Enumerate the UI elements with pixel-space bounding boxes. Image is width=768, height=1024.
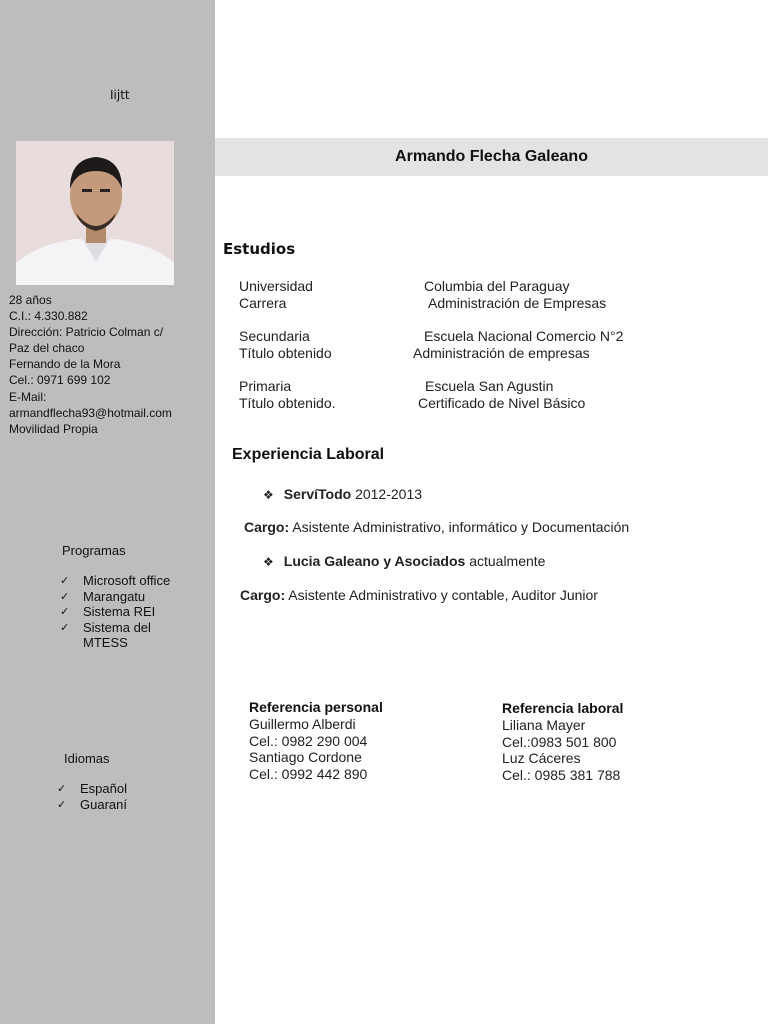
study-value: Escuela San Agustin [425,378,554,394]
name-header [215,138,768,176]
study-value: Administración de Empresas [428,295,607,311]
program-label: MTESS [83,635,128,651]
cargo-label: Cargo: [244,519,290,535]
job-entry-2 [263,553,545,569]
profile-photo-image [16,141,174,285]
job-period: 2012-2013 [355,486,423,502]
list-item [60,620,210,636]
study-label: Título obtenido. [239,395,336,411]
reference-line: Cel.: 0985 381 788 [502,767,621,784]
sidebar-stamp: Iijtt [110,88,130,102]
programs-list [60,573,210,651]
program-label: Marangatu [83,588,146,604]
study-label: Primaria [239,378,292,394]
personal-info [9,292,172,437]
personal-mobility: Movilidad Propia [9,421,98,436]
personal-reference [249,699,383,783]
reference-line: Santiago Cordone [249,749,362,766]
check-icon: ✓ [60,605,70,619]
personal-age: 28 años [9,293,52,307]
program-label: Microsoft office [83,573,171,588]
check-icon: ✓ [60,574,70,587]
reference-line: Cel.: 0982 290 004 [249,732,368,749]
programs-title: Programas [62,543,126,558]
diamond-bullet-icon: ❖ [263,555,274,569]
languages-list [57,781,207,812]
diamond-bullet-icon: ❖ [263,488,274,502]
study-label: Secundaria [239,328,310,344]
list-item [60,589,210,605]
personal-ci: C.I.: 4.330.882 [9,309,88,324]
study-label: Universidad [239,278,313,294]
check-icon: ✓ [60,620,70,634]
job-company: ServíTodo [283,486,352,502]
job-entry-1 [263,486,422,502]
check-icon: ✓ [57,782,67,795]
work-reference [502,700,623,784]
personal-city: Fernando de la Mora [9,357,121,372]
language-label: Guaraní [80,796,127,812]
language-label: Español [80,781,127,796]
studies-title: Estudios [223,240,296,258]
job-period: actualmente [469,553,546,569]
personal-address-1: Dirección: Patricio Colman c/ [9,325,164,340]
program-label: Sistema REI [83,604,156,620]
check-icon: ✓ [57,797,67,811]
personal-email-label: E-Mail: [9,389,47,404]
reference-line: Cel.:0983 501 800 [502,733,617,750]
reference-line: Liliana Mayer [502,716,586,733]
work-reference-title: Referencia laboral [502,700,624,716]
personal-reference-title: Referencia personal [249,699,383,715]
job-cargo-1 [244,519,629,535]
check-icon: ✓ [60,589,70,603]
profile-photo [16,141,174,285]
cargo-value: Asistente Administrativo y contable, Auditor Junior [288,587,598,603]
study-value: Escuela Nacional Comercio N°2 [424,328,624,344]
languages-title: Idiomas [64,751,110,766]
list-item [60,635,210,651]
personal-phone: Cel.: 0971 699 102 [9,373,111,388]
program-label: Sistema del [83,619,151,635]
personal-email: armandflecha93@hotmail.com [9,405,172,420]
candidate-name: Armando Flecha Galeano [395,148,588,165]
job-cargo-2 [240,587,598,603]
list-item [57,781,207,797]
list-item [60,573,210,589]
reference-line: Cel.: 0992 442 890 [249,766,368,783]
reference-line: Luz Cáceres [502,750,581,767]
job-company: Lucia Galeano y Asociados [283,553,466,569]
study-value: Administración de empresas [413,345,590,361]
list-item [57,797,207,813]
experience-title: Experiencia Laboral [232,446,385,463]
cargo-value: Asistente Administrativo, informático y Documentación [292,519,630,535]
study-value: Columbia del Paraguay [424,278,570,294]
personal-address-2: Paz del chaco [9,341,85,356]
reference-line: Guillermo Alberdi [249,715,356,732]
study-label: Título obtenido [239,345,332,361]
list-item [60,604,210,620]
study-value: Certificado de Nivel Básico [418,395,586,411]
cargo-label: Cargo: [240,587,286,603]
study-label: Carrera [239,295,287,311]
